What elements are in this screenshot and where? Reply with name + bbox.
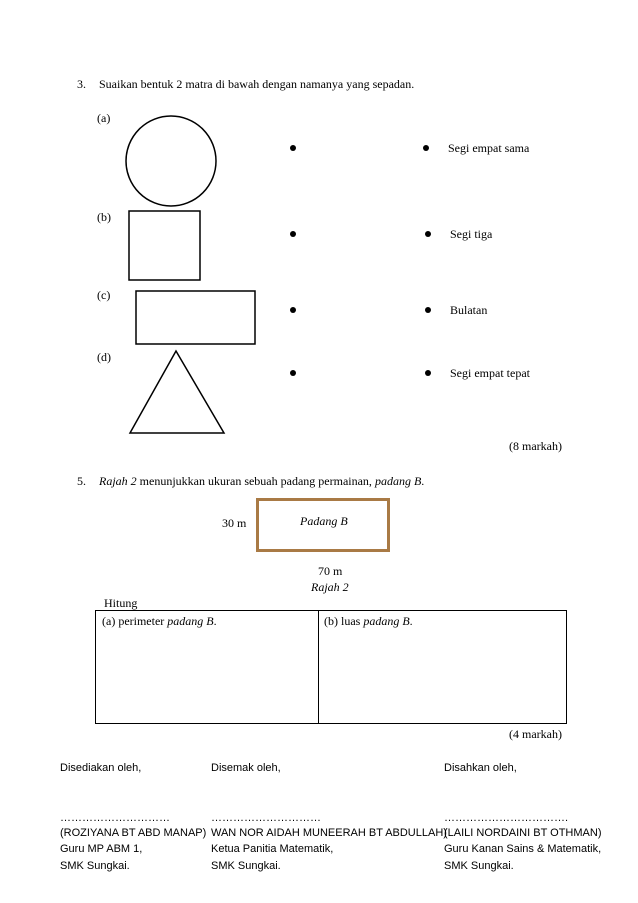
footer-role-3: Guru Kanan Sains & Matematik, bbox=[444, 843, 602, 855]
name-bullet-1[interactable] bbox=[423, 145, 429, 151]
width-label: 70 m bbox=[318, 564, 343, 578]
square-icon bbox=[128, 210, 202, 282]
name-bullet-2[interactable] bbox=[425, 231, 431, 237]
q5-number: 5. bbox=[77, 474, 86, 488]
circle-icon bbox=[124, 114, 218, 208]
footer-school-1: SMK Sungkai. bbox=[60, 860, 130, 872]
answer-part-b[interactable] bbox=[324, 614, 413, 629]
answer-part-a[interactable] bbox=[102, 614, 217, 629]
q5-intro-text: menunjukkan ukuran sebuah padang permainan, bbox=[136, 474, 375, 488]
q3-instruction: Suaikan bentuk 2 matra di bawah dengan namanya yang sepadan. bbox=[99, 77, 415, 91]
footer-school-3: SMK Sungkai. bbox=[444, 860, 514, 872]
q5-intro bbox=[99, 474, 424, 489]
footer-dots-1: ………………………… bbox=[60, 812, 170, 824]
name-segi-empat-sama: Segi empat sama bbox=[448, 141, 530, 155]
q3-marks: (8 markah) bbox=[509, 439, 562, 453]
footer-heading-1: Disediakan oleh, bbox=[60, 762, 142, 774]
q3-label-c: (c) bbox=[97, 288, 111, 302]
footer-role-2: Ketua Panitia Matematik, bbox=[211, 843, 334, 855]
q5-marks: (4 markah) bbox=[509, 727, 562, 741]
hitung-label: Hitung bbox=[104, 596, 138, 610]
name-bulatan: Bulatan bbox=[450, 303, 488, 317]
height-label: 30 m bbox=[222, 516, 247, 530]
part-b-prefix: (b) luas bbox=[324, 614, 364, 628]
footer-role-1: Guru MP ABM 1, bbox=[60, 843, 143, 855]
field-label: Padang B bbox=[300, 514, 348, 528]
q5-intro-end: . bbox=[421, 474, 425, 488]
q5-intro-rajah: Rajah 2 bbox=[99, 474, 137, 488]
answer-table bbox=[95, 610, 567, 724]
footer-name-1: (ROZIYANA BT ABD MANAP) bbox=[60, 827, 207, 839]
shape-bullet-b[interactable] bbox=[290, 231, 296, 237]
footer-name-2: WAN NOR AIDAH MUNEERAH BT ABDULLAH) bbox=[211, 827, 447, 839]
footer-name-3: (LAILI NORDAINI BT OTHMAN) bbox=[444, 827, 602, 839]
part-b-suffix: . bbox=[409, 614, 413, 628]
shape-bullet-a[interactable] bbox=[290, 145, 296, 151]
footer-dots-2: ………………………… bbox=[211, 812, 321, 824]
q3-label-b: (b) bbox=[97, 210, 111, 224]
answer-divider bbox=[318, 611, 319, 723]
name-bullet-4[interactable] bbox=[425, 370, 431, 376]
q3-number: 3. bbox=[77, 77, 86, 91]
part-a-italic: padang B bbox=[167, 614, 214, 628]
footer-heading-2: Disemak oleh, bbox=[211, 762, 281, 774]
part-a-suffix: . bbox=[213, 614, 217, 628]
name-bullet-3[interactable] bbox=[425, 307, 431, 313]
shape-bullet-c[interactable] bbox=[290, 307, 296, 313]
q3-label-a: (a) bbox=[97, 111, 111, 125]
name-segi-tiga: Segi tiga bbox=[450, 227, 493, 241]
shape-bullet-d[interactable] bbox=[290, 370, 296, 376]
footer-school-2: SMK Sungkai. bbox=[211, 860, 281, 872]
triangle-icon bbox=[127, 348, 227, 436]
q5-intro-padang: padang B bbox=[374, 474, 422, 488]
q3-label-d: (d) bbox=[97, 350, 111, 364]
footer-heading-3: Disahkan oleh, bbox=[444, 762, 517, 774]
name-segi-empat-tepat: Segi empat tepat bbox=[450, 366, 530, 380]
rectangle-icon bbox=[135, 290, 257, 346]
part-a-prefix: (a) perimeter bbox=[102, 614, 168, 628]
diagram-caption: Rajah 2 bbox=[311, 580, 349, 594]
footer-dots-3: ……………………………. bbox=[444, 812, 569, 824]
part-b-italic: padang B bbox=[363, 614, 410, 628]
